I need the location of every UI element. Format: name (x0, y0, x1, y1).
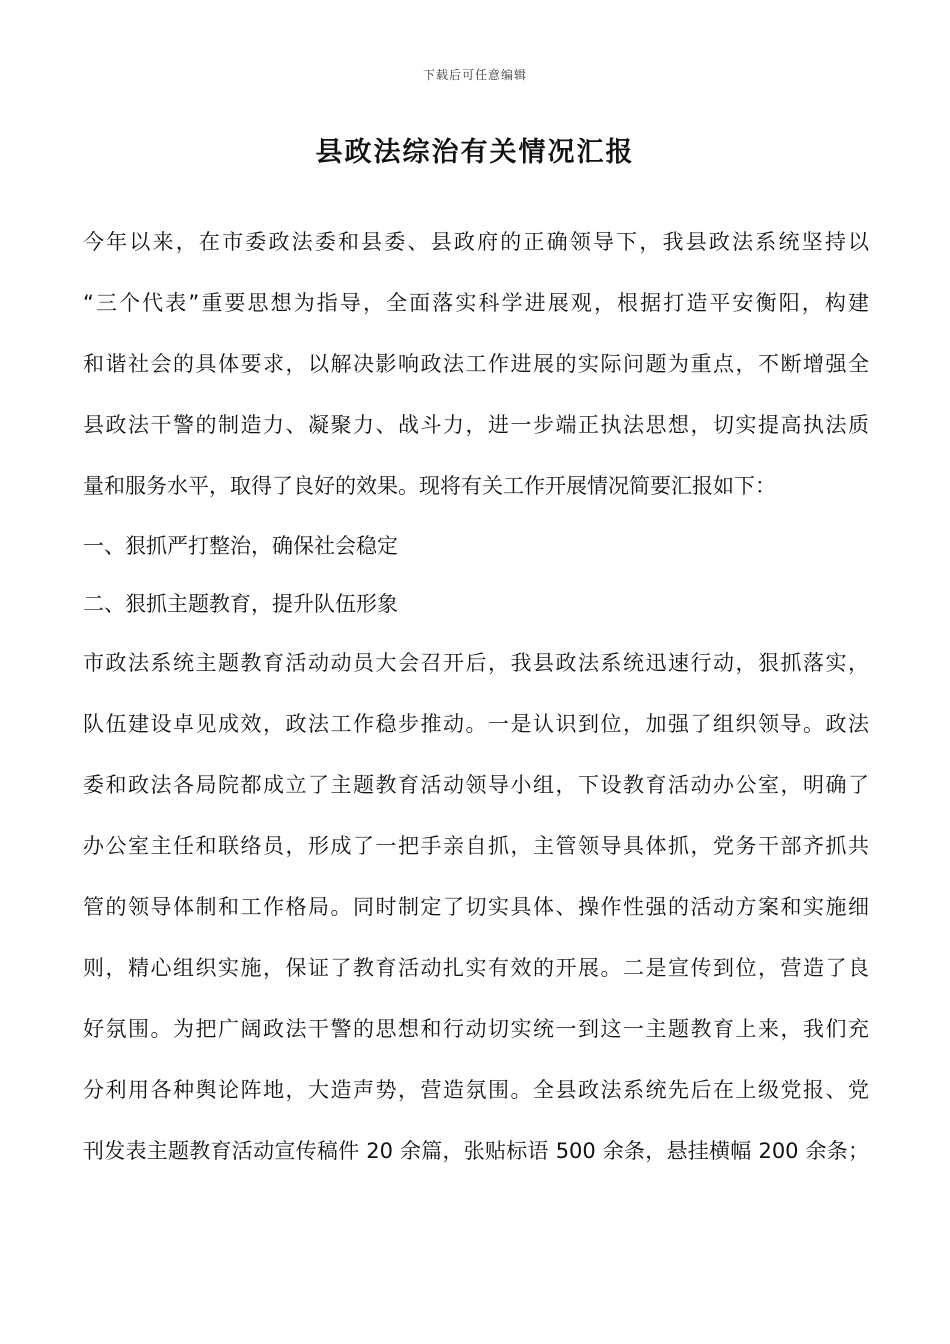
intro-line: 县政法干警的制造力、凝聚力、战斗力，进一步端正执法思想，切实提高执法质 (83, 413, 869, 437)
intro-line: “三个代表”重要思想为指导，全面落实科学进展观，根据打造平安衡阳，构建 (83, 291, 869, 315)
section2-line: 队伍建设卓见成效，政法工作稳步推动。一是认识到位，加强了组织领导。政法 (83, 712, 869, 736)
intro-line: 今年以来，在市委政法委和县委、县政府的正确领导下，我县政法系统坚持以 (83, 230, 869, 254)
section2-line: 则，精心组织实施，保证了教育活动扎实有效的开展。二是宣传到位，营造了良 (83, 956, 869, 980)
section2-line: 刊发表主题教育活动宣传稿件 20 余篇，张贴标语 500 余条，悬挂横幅 200 余条； (83, 1139, 869, 1163)
section2-line: 委和政法各局院都成立了主题教育活动领导小组，下设教育活动办公室，明确了 (83, 773, 869, 797)
section2-line: 管的领导体制和工作格局。同时制定了切实具体、操作性强的活动方案和实施细 (83, 895, 869, 919)
intro-line: 量和服务水平，取得了良好的效果。现将有关工作开展情况简要汇报如下： (83, 474, 776, 498)
document-title: 县政法综治有关情况汇报 (315, 137, 635, 168)
section2-line: 办公室主任和联络员，形成了一把手亲自抓，主管领导具体抓，党务干部齐抓共 (83, 834, 869, 858)
section2-line: 市政法系统主题教育活动动员大会召开后，我县政法系统迅速行动，狠抓落实， (83, 651, 869, 675)
header-note: 下载后可任意编辑 (422, 68, 527, 82)
section-heading-2: 二、狠抓主题教育，提升队伍形象 (83, 592, 398, 616)
intro-line: 和谐社会的具体要求，以解决影响政法工作进展的实际问题为重点，不断增强全 (83, 352, 869, 376)
section2-line: 分利用各种舆论阵地，大造声势，营造氛围。全县政法系统先后在上级党报、党 (83, 1078, 869, 1102)
section-heading-1: 一、狠抓严打整治，确保社会稳定 (83, 534, 398, 558)
document-body (83, 212, 869, 1182)
section2-line: 好氛围。为把广阔政法干警的思想和行动切实统一到这一主题教育上来，我们充 (83, 1017, 869, 1041)
